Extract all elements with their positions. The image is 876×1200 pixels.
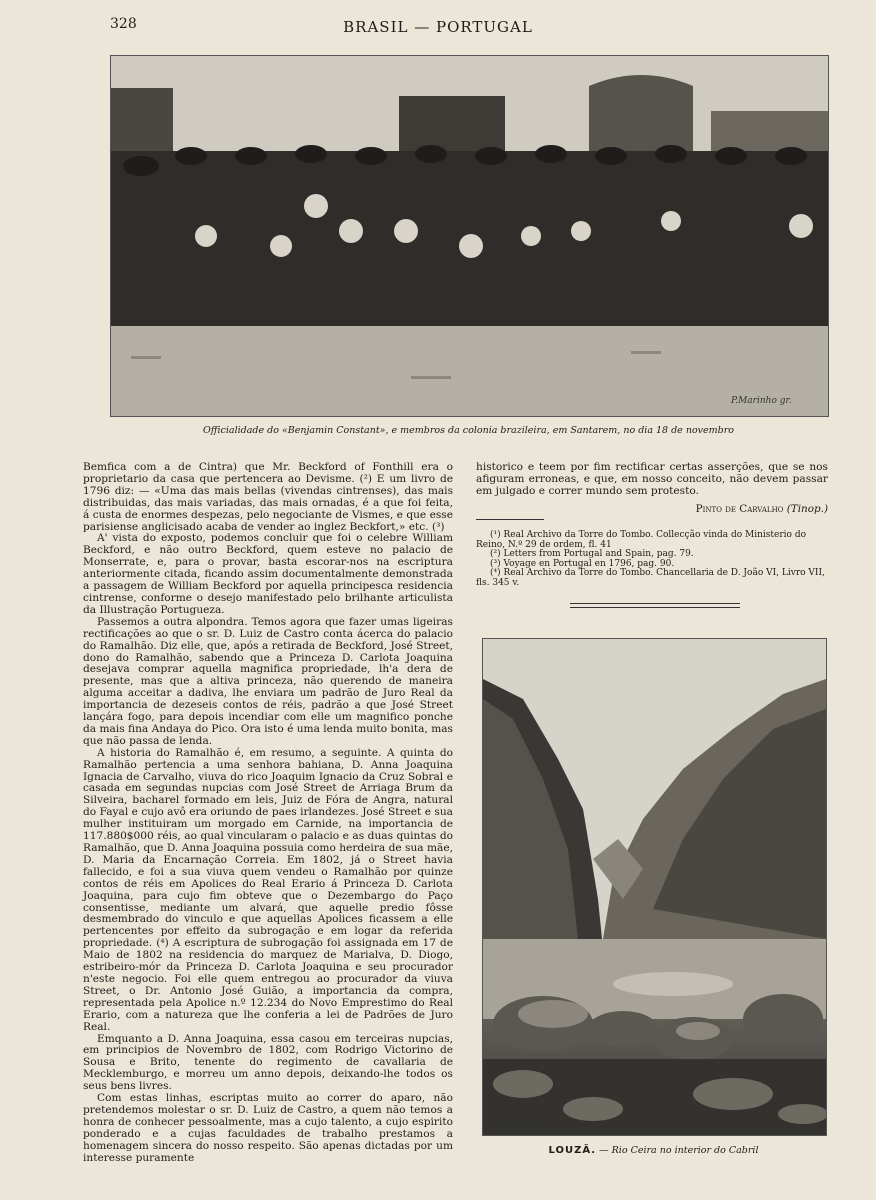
author-signature [476, 504, 828, 516]
paragraph: Emquanto a D. Anna Joaquina, essa casou em terceiras nupcias, em principios de Novembro de 1802, com Rodrigo Victorino de Sousa e Brito, tenente do regimento de cavallaria de Mecklemburgo, e morreu um anno depois, deixando-lhe todos os seus bens livres. [83, 1032, 453, 1093]
page-number: 328 [110, 16, 137, 32]
footnote-rule [476, 519, 544, 520]
footnote: (³) Voyage en Portugal en 1796, pag. 90. [490, 558, 675, 569]
footnote: (⁴) Real Archivo da Torre do Tombo. Chancellaria de D. João VI, Livro VII, fls. 345 v. [476, 568, 825, 588]
paragraph: A historia do Ramalhão é, em resumo, a seguinte. A quinta do Ramalhão pertencia a uma senhora bahiana, D. Anna Joaquina Ignacia de Carvalho, viuva do rico Joaquim Ignacio da Cruz Sobral e casada em segundas nupcias com José Street de Arriaga Brum da Silveira, bacharel formado em leis, Juiz de Fóra de Angra, natural do Fayal e cujo avô era oriundo de paes irlandezes. José Street e sua mulher instituiram um morgado em Carnide, na importancia de 117.880$000 réis, ao qual vincularam o palacio e as duas quintas do Ramalhão, que D. Anna Joaquina possuia como herdeira de sua mãe, D. Maria da Encarnação Correia. Em 1802, já o Street havia fallecido, e foi a sua viuva quem vendeu o Ramalhão por quinze contos de réis em Apolices do Real Erario á Princeza D. Carlota Joaquina, para cujo fim obteve que o Dezembargo do Paço consentisse, mediante um alvará, que aquelle predio fôsse desmembrado do vinculo e que aquellas Apolices ficassem a elle pertencentes por effeito da subrogação e em logar da referida propriedade. (⁴) A escriptura de subrogação foi assignada em 17 de Maio de 1802 na residencia do marquez de Marialva, D. Diogo, estribeiro-mór da Princeza D. Carlota Joaquina e seu procurador n'este negocio. Foi elle quem entregou ao procurador da viuva Street, o Dr. Antonio José Guião, a importancia da compra, representada pela Apolice n.º 12.234 do Novo Emprestimo do Real Erario, com a natureza que lhe conferia a lei de Padrões de Juro Real. [83, 746, 453, 1033]
footnote: (¹) Real Archivo da Torre do Tombo. Collecção vinda do Ministerio do Reino, N.º 29 de ordem, fl. 41 [476, 530, 806, 550]
engraver-signature: P.Marinho gr. [493, 1121, 554, 1131]
group-photograph [110, 55, 829, 417]
running-title: BRASIL — PORTUGAL [343, 18, 533, 36]
river-photograph [482, 638, 827, 1136]
caption-description: — Rio Ceira no interior do Cabril [596, 1145, 759, 1156]
paragraph: Passemos a outra alpondra. Temos agora que fazer umas ligeiras rectificações ao que o sr. D. Luiz de Castro conta ácerca do palacio do Ramalhão. Diz elle, que, após a retirada de Beckford, José Street, dono do Ramalhão, sabendo que a Princeza D. Carlota Joaquina desejava comprar aquella magnifica propriedade, lh'a dera de presente, mas que a altiva princeza, não querendo de maneira alguma acceitar a dadiva, lhe enviara um padrão de Juro Real da importancia de dezeseis contos de réis, padrão a que José Street lançára fogo, para depois incendiar com elle um magnifico ponche da mais fina Andaya do Pico. Ora isto é uma lenda muito bonita, mas que não passa de lenda. [83, 615, 453, 747]
paragraph: A' vista do exposto, podemos concluir que foi o celebre William Beckford, e não outro Beckford, quem esteve no palacio de Monserrate, e, para o provar, basta escorar-nos na escriptura anteriormente citada, ficando assim documentalmente demonstrada a passagem de William Beckford por aquella principesca residencia cintrense, conforme o desejo manifestado pelo brilhante articulista da Illustração Portugueza. [83, 532, 453, 616]
bottom-photo-caption [482, 1145, 825, 1156]
author-name: Pinto de Carvalho [695, 502, 784, 515]
author-pseudonym: (Tinop.) [786, 502, 828, 515]
engraver-signature: P.Marinho gr. [731, 396, 792, 406]
paragraph: historico e teem por fim rectificar certas asserções, que se nos afiguram erroneas, e que, em nosso conceito, não devem passar em julgado e correr mundo sem protesto. [476, 461, 828, 497]
section-end-rule [570, 603, 740, 608]
footnotes [476, 531, 828, 589]
article-right-column [476, 462, 828, 516]
caption-place: LOUZÃ. [548, 1145, 597, 1156]
footnote: (²) Letters from Portugal and Spain, pag. 79. [490, 549, 694, 560]
paragraph: Bemfica com a de Cintra) que Mr. Beckford of Fonthill era o proprietario da casa que pertencera ao Devisme. (²) E um livro de 1796 diz: — «Uma das mais bellas (vivendas cintrenses), das mais distribuidas, das mais variadas, das mais ornadas, é a que foi feita, á custa de enormes despezas, pelo negociante de Vismes, e que esse parisiense anglicisado acaba de vender ao inglez Beckfort,» etc. (³) [83, 461, 453, 533]
top-photo-caption: Officialidade do «Benjamin Constant», e membros da colonia brazileira, em Santarem, no dia 18 de novembro [202, 425, 735, 436]
article-left-column [83, 462, 453, 1164]
paragraph: Com estas linhas, escriptas muito ao correr do aparo, não pretendemos molestar o sr. D. Luiz de Castro, a quem não temos a honra de conhecer pessoalmente, mas a cujo talento, a cujo espirito ponderado e a cujas faculdades de trabalho prestamos a homenagem sincera do nosso respeito. São apenas dictadas por um interesse puramente [83, 1092, 453, 1164]
